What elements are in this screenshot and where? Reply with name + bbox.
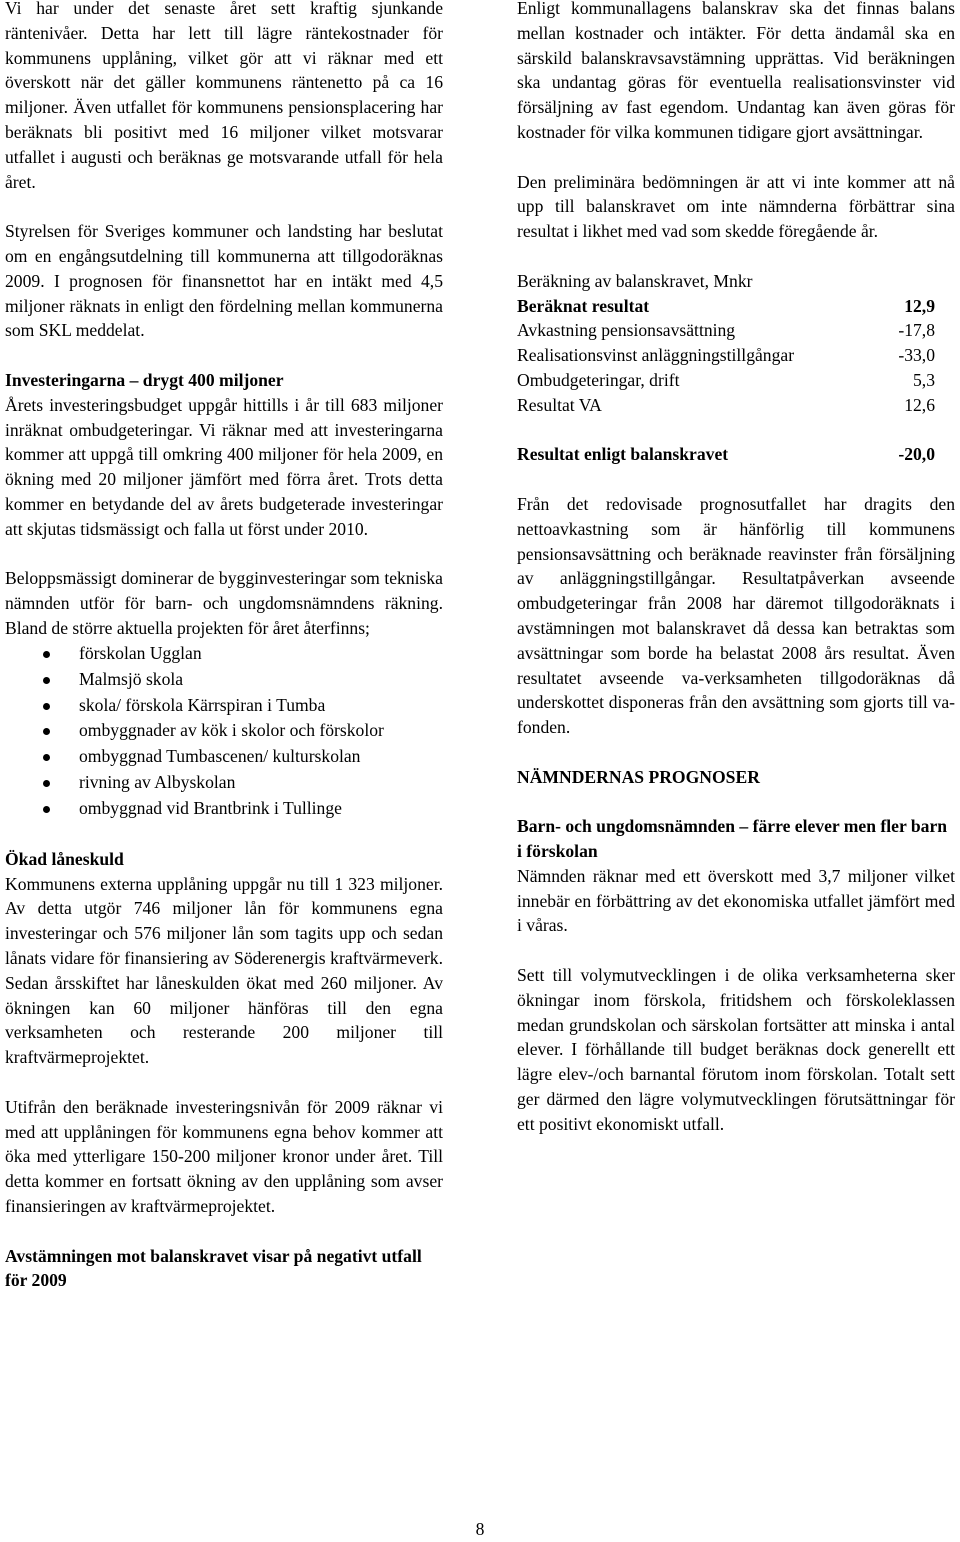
bullet-icon	[43, 677, 50, 684]
row-label: Realisationsvinst anläggningstillgångar	[517, 345, 795, 366]
heading-balance-check: Avstämningen mot balanskravet visar på negativt utfall för 2009	[5, 1245, 422, 1291]
table-total-row	[517, 442, 935, 467]
table-row	[517, 393, 935, 418]
row-label: Ombudgeteringar, drift	[517, 369, 680, 390]
bullet-icon	[43, 780, 50, 787]
paragraph-preliminary-assessment: Den preliminära bedömningen är att vi inte kommer att nå upp till balanskravet om inte nämnderna förbättrar sina resultat i likhet med vad som skedde föregående år.	[517, 171, 955, 242]
table-row	[517, 318, 935, 343]
bullet-icon	[43, 651, 50, 658]
table-row	[517, 343, 935, 368]
paragraph-skl: Styrelsen för Sveriges kommuner och landsting har beslutat om en engångsutdelning till kommunerna att tillgodoräknas 2009. I prognosen för finansnettot har en intäkt med 4,5 miljoner räknats in enligt den fördelning mellan kommunerna som SKL meddelat.	[5, 221, 443, 341]
table-row	[517, 368, 935, 393]
row-value: 12,9	[904, 295, 935, 316]
left-column	[5, 0, 443, 1293]
row-value: 12,6	[904, 394, 935, 415]
list-item: rivning av Albyskolan	[5, 770, 443, 796]
table-row	[517, 294, 935, 319]
page-number: 8	[475, 1519, 485, 1539]
total-value: -20,0	[898, 444, 935, 465]
list-item: ombyggnader av kök i skolor och förskolor	[5, 718, 443, 744]
paragraph-volume-development: Sett till volymutvecklingen i de olika verksamheterna sker ökningar inom förskola, fritidshem och förskoleklassen medan grundskolan och särskolan fortsätter att minska i antal elever. I förhållande till budget beräknas dock generellt ett lägre elev-/och barnantal förutom inom förskolan. Totalt sett ger därmed den lägre volymutvecklingen förutsättningar för ett positivt ekonomiskt utfall.	[517, 965, 955, 1134]
row-value: -33,0	[898, 345, 935, 366]
table-title: Beräkning av balanskravet, Mnkr	[517, 270, 753, 291]
paragraph-interest: Vi har under det senaste året sett kraftig sjunkande räntenivåer. Detta har lett till lägre räntekostnader för kommunens upplåning, vilket gör att vi räknar med ett överskott när det gäller kommunens räntenetto på ca 16 miljoner. Även utfallet för kommunens pensionsplacering har beräknats bli positivt med 16 miljoner vilket motsvarar utfallet i augusti och beräknas ge motsvarande utfall för hela året.	[5, 0, 443, 192]
bullet-icon	[43, 806, 50, 813]
project-list	[5, 641, 443, 822]
heading-child-youth-committee: Barn- och ungdomsnämnden – färre elever men fler barn i förskolan	[517, 816, 948, 862]
paragraph-external-borrowing: Kommunens externa upplåning uppgår nu till 1 323 miljoner. Av detta utgör 746 miljoner lån för kommunens egna investeringar och 576 miljoner lån som tagits upp och sedan lånats vidare för finansiering av Söderenergis kraftvärmeverk. Sedan årsskiftet har låneskulden ökat med 260 miljoner. Av ökningen kan 60 miljoner hänföras till den egna verksamheten och resterande 200 miljoner till kraftvärmeprojektet.	[5, 873, 443, 1068]
paragraph-investment-budget: Årets investeringsbudget uppgår hittills i år till 683 miljoner inräknat ombudgeteringar. Vi räknar med att investeringarna kommer att uppgå till omkring 400 miljoner för hela 2009, en ökning med 20 miljoner jämfört med förra året. Trots detta kommer en betydande del av årets budgeterade investeringar att skjutas tidsmässigt och falla ut först under 2010.	[5, 394, 443, 539]
bullet-icon	[43, 728, 50, 735]
bullet-icon	[43, 703, 50, 710]
row-label: Resultat VA	[517, 394, 602, 415]
paragraph-balance-requirement: Enligt kommunallagens balanskrav ska det finnas balans mellan kostnader och intäkter. För detta ändamål ska en särskild balanskravsavstämning upprättas. Vid beräkningen ska undantag göras för eventuella realisationsvinster vid försäljning av fast egendom. Undantag kan även göras för kostnader för vilka kommunen tidigare gjort avsättningar.	[517, 0, 955, 142]
paragraph-borrowing-forecast: Utifrån den beräknade investeringsnivån för 2009 räknar vi med att upplåningen för kommunens egna behov kommer att öka med ytterligare 150-200 miljoner kronor under året. Till detta kommer en fortsatt ökning av den upplåning som avser finansieringen av kraftvärmeprojektet.	[5, 1096, 443, 1217]
list-item: ombyggnad Tumbascenen/ kulturskolan	[5, 744, 443, 770]
row-label: Beräknat resultat	[517, 295, 650, 316]
list-item: förskolan Ugglan	[5, 641, 443, 667]
paragraph-committee-surplus: Nämnden räknar med ett överskott med 3,7 miljoner vilket innebär en förbättring av det ekonomiska utfallet jämfört med i våras.	[517, 865, 955, 936]
list-item: ombyggnad vid Brantbrink i Tullinge	[5, 796, 443, 822]
paragraph-building-investments: Beloppsmässigt dominerar de bygginvesteringar som tekniska nämnden utför för barn- och ungdomsnämndens räkning. Bland de större aktuella projekten för året återfinns;	[5, 568, 443, 638]
paragraph-prognosis-adjustments: Från det redovisade prognosutfallet har dragits den nettoavkastning som är hänförlig till kommunens pensionsavsättning och beräknade reavinster från försäljning av anläggningstillgångar. Resultatpåverkan avseende ombudgeteringar från 2008 har däremot tillgodoräknats i avstämningen mot balanskravet då dessa kan betraktas som avsättningar som borde ha belastat 2008 års resultat. Även resultatet avseende va-verksamheten tillgodoräknas då underskottet disponeras från den avsättning som gjorts till va-fonden.	[517, 493, 955, 738]
balance-table	[517, 294, 935, 468]
total-label: Resultat enligt balanskravet	[517, 444, 729, 465]
heading-loan-debt: Ökad låneskuld	[5, 848, 124, 869]
row-label: Avkastning pensionsavsättning	[517, 320, 736, 341]
bullet-icon	[43, 754, 50, 761]
row-value: 5,3	[913, 369, 935, 390]
right-column	[517, 0, 955, 1161]
heading-investments: Investeringarna – drygt 400 miljoner	[5, 369, 284, 390]
list-item: skola/ förskola Kärrspiran i Tumba	[5, 693, 443, 719]
row-value: -17,8	[898, 320, 935, 341]
table-spacer-row	[517, 418, 935, 443]
list-item: Malmsjö skola	[5, 667, 443, 693]
heading-committee-forecasts: NÄMNDERNAS PROGNOSER	[517, 766, 760, 787]
